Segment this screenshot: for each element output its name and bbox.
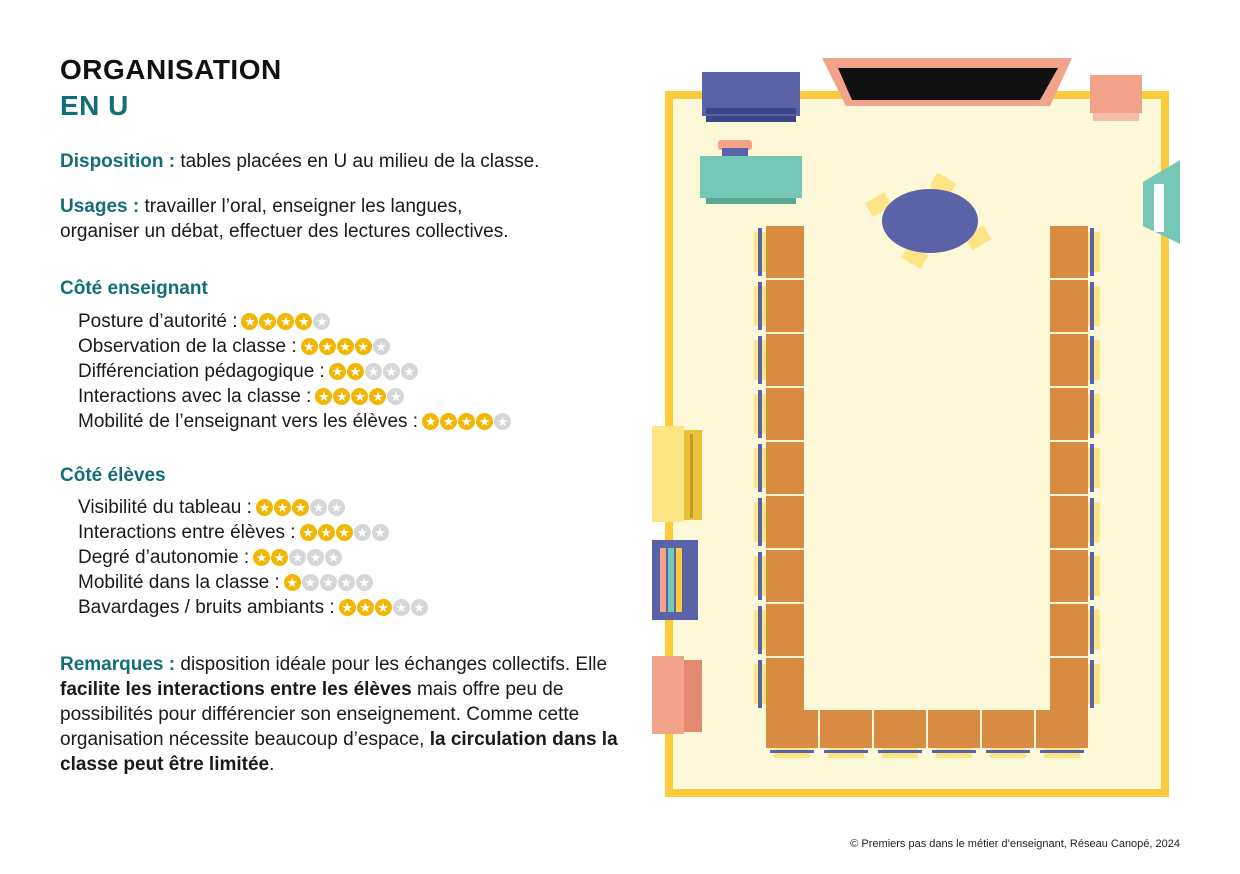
student-desk — [928, 710, 980, 758]
star-filled-icon: ★ — [337, 338, 354, 355]
star-empty-icon: ★ — [401, 363, 418, 380]
student-desk — [1050, 550, 1100, 602]
blackboard-surface — [838, 68, 1058, 100]
star-filled-icon: ★ — [241, 313, 258, 330]
student-desk — [754, 604, 804, 656]
rating-stars — [300, 524, 390, 541]
star-filled-icon: ★ — [369, 388, 386, 405]
star-filled-icon: ★ — [422, 413, 439, 430]
rating-stars — [284, 574, 374, 591]
criterion-label: Interactions avec la classe : — [78, 386, 312, 407]
star-filled-icon: ★ — [284, 574, 301, 591]
star-empty-icon: ★ — [338, 574, 355, 591]
student-desk — [754, 442, 804, 494]
usages-text: travailler l’oral, enseigner les langues, organiser un débat, effectuer des lectures collectives. — [60, 196, 509, 242]
pink-cabinet — [1090, 75, 1142, 121]
remarks-text: . — [269, 754, 275, 775]
criterion-label: Degré d’autonomie : — [78, 547, 250, 568]
criterion-row — [78, 359, 512, 384]
star-filled-icon: ★ — [476, 413, 493, 430]
student-desk — [1050, 334, 1100, 386]
remarks-paragraph — [60, 652, 620, 777]
rating-stars — [315, 388, 405, 405]
criterion-label: Observation de la classe : — [78, 336, 297, 357]
star-empty-icon: ★ — [307, 549, 324, 566]
criterion-row — [78, 384, 512, 409]
criterion-row — [78, 495, 429, 520]
student-desk — [1050, 442, 1100, 494]
star-filled-icon: ★ — [329, 363, 346, 380]
star-filled-icon: ★ — [300, 524, 317, 541]
star-filled-icon: ★ — [274, 499, 291, 516]
book-shelf — [652, 540, 698, 620]
rating-stars — [253, 549, 343, 566]
classroom-plan-illustration — [640, 40, 1200, 820]
star-filled-icon: ★ — [336, 524, 353, 541]
star-filled-icon: ★ — [292, 499, 309, 516]
rating-stars — [422, 413, 512, 430]
star-empty-icon: ★ — [411, 599, 428, 616]
page-title: ORGANISATION — [60, 54, 282, 85]
student-side-heading: Côté élèves — [60, 465, 166, 486]
student-desk — [766, 710, 818, 758]
star-filled-icon: ★ — [318, 524, 335, 541]
rating-stars — [301, 338, 391, 355]
rating-stars — [339, 599, 429, 616]
student-desk — [1050, 280, 1100, 332]
star-filled-icon: ★ — [440, 413, 457, 430]
criterion-row — [78, 334, 512, 359]
remarks-text: mais offre peu de possibilités pour différencier son enseignement. Comme cette organisation nécessite beaucoup d’espace, — [60, 679, 580, 750]
student-desk — [754, 226, 804, 278]
remarks-emphasis: facilite les interactions entre les élèves — [60, 679, 412, 700]
star-empty-icon: ★ — [302, 574, 319, 591]
star-filled-icon: ★ — [333, 388, 350, 405]
rating-stars — [329, 363, 419, 380]
star-empty-icon: ★ — [320, 574, 337, 591]
remarks-emphasis: la circulation dans la classe peut être limitée — [60, 729, 618, 775]
student-desk — [874, 710, 926, 758]
disposition-paragraph — [60, 149, 620, 174]
copyright-footer: © Premiers pas dans le métier d’enseignant, Réseau Canopé, 2024 — [850, 838, 1180, 850]
star-filled-icon: ★ — [458, 413, 475, 430]
star-filled-icon: ★ — [339, 599, 356, 616]
star-filled-icon: ★ — [259, 313, 276, 330]
star-filled-icon: ★ — [351, 388, 368, 405]
criterion-row — [78, 309, 512, 334]
star-empty-icon: ★ — [494, 413, 511, 430]
disposition-text: tables placées en U au milieu de la classe. — [175, 151, 540, 172]
star-empty-icon: ★ — [387, 388, 404, 405]
student-desk — [1050, 658, 1100, 710]
yellow-shelf — [652, 426, 702, 522]
criterion-label: Posture d’autorité : — [78, 311, 238, 332]
star-empty-icon: ★ — [325, 549, 342, 566]
star-filled-icon: ★ — [295, 313, 312, 330]
student-desk — [754, 550, 804, 602]
student-criteria-list — [78, 495, 429, 620]
star-empty-icon: ★ — [393, 599, 410, 616]
usages-label: Usages : — [60, 196, 140, 217]
student-desk — [1050, 496, 1100, 548]
student-desk — [754, 388, 804, 440]
criterion-label: Interactions entre élèves : — [78, 522, 296, 543]
star-empty-icon: ★ — [383, 363, 400, 380]
star-empty-icon: ★ — [356, 574, 373, 591]
criterion-row — [78, 520, 429, 545]
student-desk — [1050, 226, 1100, 278]
star-empty-icon: ★ — [365, 363, 382, 380]
star-filled-icon: ★ — [357, 599, 374, 616]
criterion-label: Mobilité de l’enseignant vers les élèves : — [78, 411, 419, 432]
star-empty-icon: ★ — [354, 524, 371, 541]
star-filled-icon: ★ — [355, 338, 372, 355]
student-desk — [1036, 710, 1088, 758]
criterion-row — [78, 545, 429, 570]
student-desk — [754, 334, 804, 386]
remarks-label: Remarques : — [60, 654, 176, 675]
student-desk — [820, 710, 872, 758]
student-desk — [982, 710, 1034, 758]
criterion-label: Mobilité dans la classe : — [78, 572, 280, 593]
criterion-row — [78, 409, 512, 434]
star-filled-icon: ★ — [256, 499, 273, 516]
student-desk — [754, 658, 804, 710]
star-filled-icon: ★ — [277, 313, 294, 330]
criterion-row — [78, 595, 429, 620]
star-empty-icon: ★ — [289, 549, 306, 566]
student-desk — [1050, 604, 1100, 656]
star-filled-icon: ★ — [375, 599, 392, 616]
star-filled-icon: ★ — [271, 549, 288, 566]
student-desk — [1050, 388, 1100, 440]
star-filled-icon: ★ — [319, 338, 336, 355]
student-desk — [754, 496, 804, 548]
page-subtitle: EN U — [60, 90, 129, 121]
pink-shelf — [652, 656, 702, 734]
criterion-label: Bavardages / bruits ambiants : — [78, 597, 335, 618]
star-filled-icon: ★ — [347, 363, 364, 380]
left-desk-column — [754, 226, 804, 710]
remarks-text: disposition idéale pour les échanges collectifs. Elle — [175, 654, 608, 675]
star-filled-icon: ★ — [253, 549, 270, 566]
star-empty-icon: ★ — [310, 499, 327, 516]
star-filled-icon: ★ — [315, 388, 332, 405]
star-empty-icon: ★ — [328, 499, 345, 516]
disposition-label: Disposition : — [60, 151, 176, 172]
star-empty-icon: ★ — [373, 338, 390, 355]
star-filled-icon: ★ — [301, 338, 318, 355]
student-desk — [754, 280, 804, 332]
right-desk-column — [1050, 226, 1100, 710]
star-empty-icon: ★ — [313, 313, 330, 330]
teacher-criteria-list — [78, 309, 512, 434]
criterion-row — [78, 570, 429, 595]
criterion-label: Différenciation pédagogique : — [78, 361, 325, 382]
teacher-side-heading: Côté enseignant — [60, 278, 208, 299]
rating-stars — [241, 313, 331, 330]
star-empty-icon: ★ — [372, 524, 389, 541]
criterion-label: Visibilité du tableau : — [78, 497, 252, 518]
blue-cabinet — [702, 72, 800, 122]
usages-paragraph — [60, 194, 530, 244]
rating-stars — [256, 499, 346, 516]
